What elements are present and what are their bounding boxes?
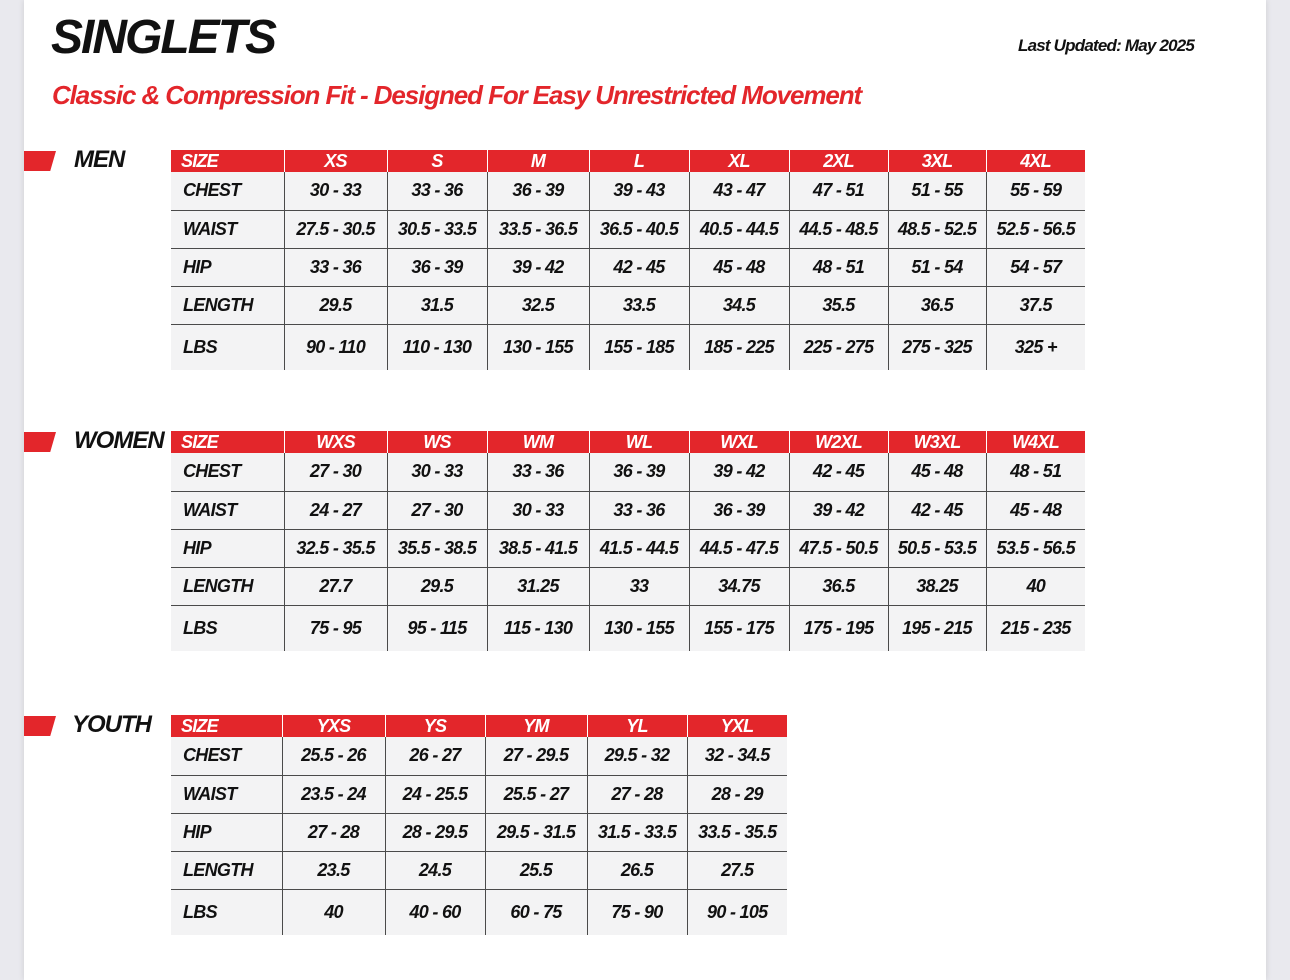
table-cell: 38.25 (888, 567, 986, 605)
row-label: WAIST (171, 491, 284, 529)
table-cell: 130 - 155 (589, 605, 689, 651)
table-cell: 50.5 - 53.5 (888, 529, 986, 567)
table-row (171, 737, 787, 775)
size-column-header: XL (689, 150, 789, 172)
size-column-header: W3XL (888, 431, 986, 453)
size-header-row (171, 150, 1085, 172)
table-cell: 75 - 90 (587, 889, 687, 935)
table-cell: 48.5 - 52.5 (888, 210, 986, 248)
table-cell: 42 - 45 (589, 248, 689, 286)
row-label: CHEST (171, 737, 282, 775)
table-cell: 36 - 39 (589, 453, 689, 491)
size-column-header: S (387, 150, 487, 172)
table-cell: 110 - 130 (387, 324, 487, 370)
row-label: LENGTH (171, 286, 284, 324)
size-column-header: WS (387, 431, 487, 453)
table-cell: 130 - 155 (487, 324, 589, 370)
table-cell: 27.5 (687, 851, 787, 889)
size-column-header: WM (487, 431, 589, 453)
table-cell: 325 + (986, 324, 1085, 370)
table-cell: 39 - 42 (689, 453, 789, 491)
size-column-header: YM (485, 715, 587, 737)
table-cell: 225 - 275 (789, 324, 888, 370)
table-row (171, 324, 1085, 370)
table-cell: 55 - 59 (986, 172, 1085, 210)
table-cell: 27 - 28 (587, 775, 687, 813)
youth-section-label: YOUTH (72, 711, 151, 738)
table-cell: 38.5 - 41.5 (487, 529, 589, 567)
size-column-header: YL (587, 715, 687, 737)
men-section-label: MEN (74, 146, 125, 173)
row-label: HIP (171, 813, 282, 851)
table-cell: 31.25 (487, 567, 589, 605)
table-cell: 28 - 29 (687, 775, 787, 813)
table-cell: 90 - 110 (284, 324, 387, 370)
table-cell: 48 - 51 (789, 248, 888, 286)
table-cell: 60 - 75 (485, 889, 587, 935)
row-label: LENGTH (171, 567, 284, 605)
row-label: HIP (171, 529, 284, 567)
table-cell: 40 (986, 567, 1085, 605)
table-cell: 34.75 (689, 567, 789, 605)
table-row (171, 605, 1085, 651)
women-size-table (171, 431, 1086, 651)
last-updated: Last Updated: May 2025 (1018, 36, 1195, 55)
table-cell: 43 - 47 (689, 172, 789, 210)
row-label: LBS (171, 889, 282, 935)
table-row (171, 889, 787, 935)
table-cell: 48 - 51 (986, 453, 1085, 491)
table-cell: 36.5 (888, 286, 986, 324)
table-cell: 40 - 60 (385, 889, 485, 935)
table-cell: 215 - 235 (986, 605, 1085, 651)
row-label: WAIST (171, 210, 284, 248)
table-row (171, 529, 1085, 567)
table-cell: 28 - 29.5 (385, 813, 485, 851)
youth-size-table (171, 715, 788, 935)
table-cell: 27 - 30 (284, 453, 387, 491)
table-cell: 30 - 33 (487, 491, 589, 529)
table-cell: 29.5 (387, 567, 487, 605)
table-row (171, 453, 1085, 491)
table-row (171, 567, 1085, 605)
table-cell: 37.5 (986, 286, 1085, 324)
table-cell: 53.5 - 56.5 (986, 529, 1085, 567)
size-column-header: YXS (282, 715, 385, 737)
table-cell: 25.5 (485, 851, 587, 889)
size-header-row (171, 431, 1085, 453)
size-column-header: M (487, 150, 589, 172)
table-cell: 27 - 30 (387, 491, 487, 529)
size-header-label: SIZE (171, 150, 284, 172)
page-subtitle: Classic & Compression Fit - Designed For Easy Unrestricted Movement (52, 80, 862, 110)
table-cell: 185 - 225 (689, 324, 789, 370)
table-cell: 26.5 (587, 851, 687, 889)
row-label: CHEST (171, 453, 284, 491)
row-label: WAIST (171, 775, 282, 813)
size-header-row (171, 715, 787, 737)
table-row (171, 248, 1085, 286)
table-cell: 33 - 36 (284, 248, 387, 286)
table-cell: 54 - 57 (986, 248, 1085, 286)
table-cell: 32.5 - 35.5 (284, 529, 387, 567)
table-cell: 90 - 105 (687, 889, 787, 935)
table-cell: 29.5 - 32 (587, 737, 687, 775)
table-cell: 29.5 (284, 286, 387, 324)
table-row (171, 491, 1085, 529)
table-cell: 33 (589, 567, 689, 605)
table-cell: 27 - 28 (282, 813, 385, 851)
table-cell: 30.5 - 33.5 (387, 210, 487, 248)
table-cell: 33.5 (589, 286, 689, 324)
table-cell: 41.5 - 44.5 (589, 529, 689, 567)
table-cell: 24 - 27 (284, 491, 387, 529)
table-cell: 27.5 - 30.5 (284, 210, 387, 248)
size-column-header: 4XL (986, 150, 1085, 172)
row-label: LBS (171, 324, 284, 370)
page-title: SINGLETS (51, 11, 276, 64)
row-label: LENGTH (171, 851, 282, 889)
table-cell: 52.5 - 56.5 (986, 210, 1085, 248)
table-cell: 36 - 39 (487, 172, 589, 210)
men-size-table (171, 150, 1086, 370)
table-row (171, 210, 1085, 248)
size-column-header: WL (589, 431, 689, 453)
size-column-header: L (589, 150, 689, 172)
size-column-header: W4XL (986, 431, 1085, 453)
table-cell: 95 - 115 (387, 605, 487, 651)
size-column-header: W2XL (789, 431, 888, 453)
table-cell: 36.5 - 40.5 (589, 210, 689, 248)
table-cell: 275 - 325 (888, 324, 986, 370)
table-cell: 40.5 - 44.5 (689, 210, 789, 248)
table-cell: 175 - 195 (789, 605, 888, 651)
table-cell: 115 - 130 (487, 605, 589, 651)
table-cell: 47.5 - 50.5 (789, 529, 888, 567)
table-cell: 30 - 33 (284, 172, 387, 210)
table-cell: 44.5 - 47.5 (689, 529, 789, 567)
table-cell: 26 - 27 (385, 737, 485, 775)
table-cell: 51 - 54 (888, 248, 986, 286)
table-cell: 35.5 - 38.5 (387, 529, 487, 567)
table-cell: 42 - 45 (789, 453, 888, 491)
table-cell: 23.5 (282, 851, 385, 889)
size-header-label: SIZE (171, 431, 284, 453)
size-column-header: YS (385, 715, 485, 737)
table-cell: 33.5 - 35.5 (687, 813, 787, 851)
table-cell: 45 - 48 (689, 248, 789, 286)
table-cell: 155 - 185 (589, 324, 689, 370)
table-cell: 42 - 45 (888, 491, 986, 529)
table-cell: 44.5 - 48.5 (789, 210, 888, 248)
table-row (171, 775, 787, 813)
table-cell: 45 - 48 (888, 453, 986, 491)
table-cell: 195 - 215 (888, 605, 986, 651)
table-row (171, 172, 1085, 210)
table-cell: 30 - 33 (387, 453, 487, 491)
table-cell: 27.7 (284, 567, 387, 605)
table-cell: 25.5 - 26 (282, 737, 385, 775)
table-cell: 36 - 39 (689, 491, 789, 529)
table-cell: 31.5 (387, 286, 487, 324)
table-cell: 40 (282, 889, 385, 935)
size-column-header: 2XL (789, 150, 888, 172)
row-label: LBS (171, 605, 284, 651)
table-cell: 32 - 34.5 (687, 737, 787, 775)
table-cell: 33 - 36 (387, 172, 487, 210)
size-column-header: XS (284, 150, 387, 172)
table-cell: 23.5 - 24 (282, 775, 385, 813)
table-cell: 155 - 175 (689, 605, 789, 651)
size-column-header: WXS (284, 431, 387, 453)
table-cell: 36.5 (789, 567, 888, 605)
women-section-label: WOMEN (74, 427, 164, 454)
table-cell: 39 - 42 (789, 491, 888, 529)
size-column-header: WXL (689, 431, 789, 453)
size-column-header: YXL (687, 715, 787, 737)
table-row (171, 813, 787, 851)
table-cell: 33 - 36 (487, 453, 589, 491)
row-label: HIP (171, 248, 284, 286)
table-cell: 75 - 95 (284, 605, 387, 651)
table-cell: 35.5 (789, 286, 888, 324)
table-cell: 45 - 48 (986, 491, 1085, 529)
table-cell: 24 - 25.5 (385, 775, 485, 813)
size-header-label: SIZE (171, 715, 282, 737)
table-cell: 25.5 - 27 (485, 775, 587, 813)
table-cell: 47 - 51 (789, 172, 888, 210)
table-cell: 31.5 - 33.5 (587, 813, 687, 851)
table-cell: 33 - 36 (589, 491, 689, 529)
table-cell: 39 - 43 (589, 172, 689, 210)
table-cell: 32.5 (487, 286, 589, 324)
row-label: CHEST (171, 172, 284, 210)
size-column-header: 3XL (888, 150, 986, 172)
table-cell: 51 - 55 (888, 172, 986, 210)
table-row (171, 286, 1085, 324)
table-cell: 27 - 29.5 (485, 737, 587, 775)
table-cell: 39 - 42 (487, 248, 589, 286)
table-cell: 36 - 39 (387, 248, 487, 286)
table-cell: 29.5 - 31.5 (485, 813, 587, 851)
table-cell: 34.5 (689, 286, 789, 324)
table-row (171, 851, 787, 889)
table-cell: 24.5 (385, 851, 485, 889)
table-cell: 33.5 - 36.5 (487, 210, 589, 248)
